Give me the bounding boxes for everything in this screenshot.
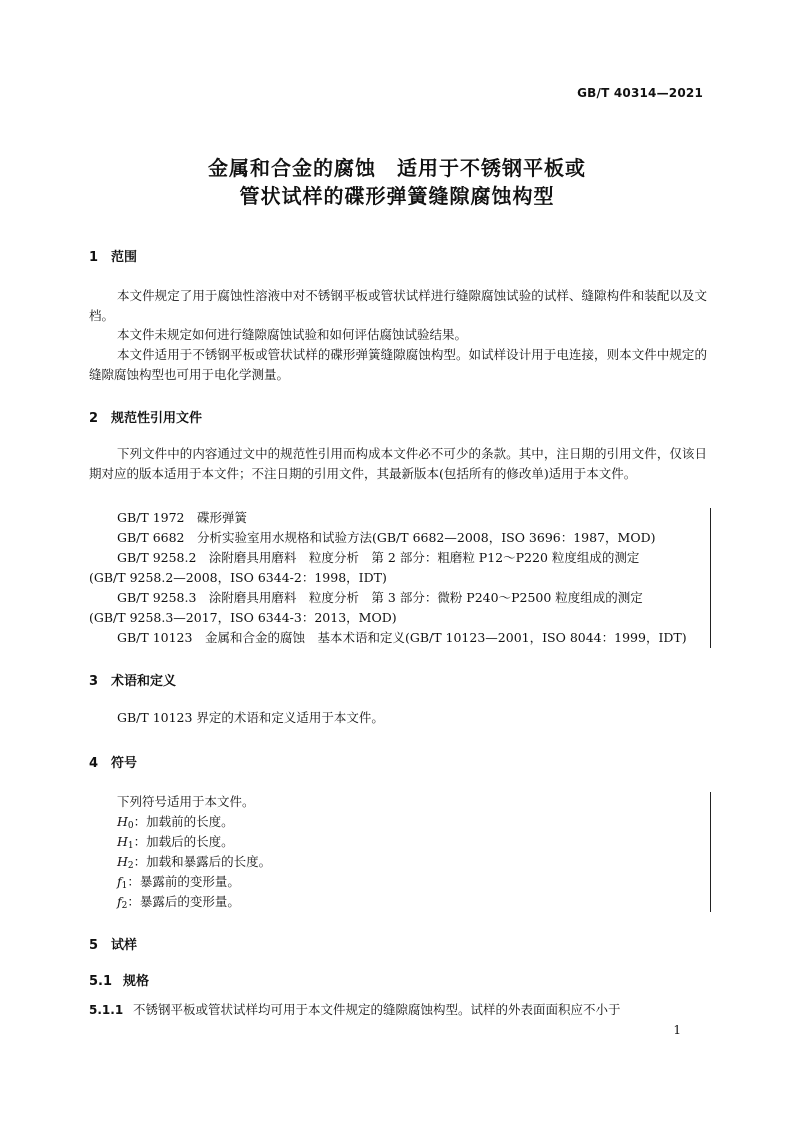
section-4-heading: [89, 752, 137, 771]
symbols-intro: 下列符号适用于本文件。: [117, 794, 255, 809]
section-1-paragraph-1: 本文件规定了用于腐蚀性溶液中对不锈钢平板或管状试样进行缝隙腐蚀试验的试样、缝隙构件和装配以及文档。: [89, 288, 707, 323]
reference-gbt-1972: GB/T 1972 碟形弹簧: [117, 510, 248, 525]
symbol-f1: $f_1$：暴露前的变形量。: [117, 874, 240, 891]
section-2-intro: 下列文件中的内容通过文中的规范性引用而构成本文件必不可少的条款。其中，注日期的引用文件，仅该日期对应的版本适用于本文件；不注日期的引用文件，其最新版本(包括所有的修改单)适用于本文件。: [89, 446, 707, 481]
symbol-f2: $f_2$：暴露后的变形量。: [117, 894, 240, 911]
section-number: 4: [89, 756, 99, 771]
section-title: 范围: [111, 250, 138, 265]
subsection-title: 规格: [123, 974, 150, 989]
symbol-h0: $H_0$：加载前的长度。: [117, 814, 234, 831]
symbol-h2: $H_2$：加载和暴露后的长度。: [117, 854, 272, 871]
section-title: 术语和定义: [111, 674, 177, 689]
change-bar: [710, 508, 711, 648]
reference-gbt-9258-3: GB/T 9258.3 涂附磨具用磨料 粒度分析 第 3 部分：微粉 P240～P2500 粒度组成的测定: [117, 590, 643, 605]
page-number: 1: [673, 1023, 681, 1037]
reference-gbt-6682: GB/T 6682 分析实验室用水规格和试验方法(GB/T 6682—2008，ISO 3696：1987，MOD): [117, 530, 656, 545]
change-bar: [710, 792, 711, 912]
reference-gbt-10123: GB/T 10123 金属和合金的腐蚀 基本术语和定义(GB/T 10123—2001，ISO 8044：1999，IDT): [117, 630, 687, 645]
section-3-heading: [89, 670, 176, 689]
section-5-heading: [89, 934, 137, 953]
section-number: 3: [89, 674, 99, 689]
section-1-paragraph-2: 本文件未规定如何进行缝隙腐蚀试验和如何评估腐蚀试验结果。: [117, 327, 468, 342]
section-number: 5: [89, 938, 99, 953]
section-title: 符号: [111, 756, 138, 771]
document-title-line-2: 管状试样的碟形弹簧缝隙腐蚀构型: [239, 184, 555, 208]
subsection-number: 5.1: [89, 974, 113, 989]
standard-code: GB/T 40314—2021: [577, 86, 703, 100]
clause-text: 不锈钢平板或管状试样均可用于本文件规定的缝隙腐蚀构型。试样的外表面面积应不小于: [133, 1002, 621, 1017]
symbol-h1: $H_1$：加载后的长度。: [117, 834, 234, 851]
section-title: 试样: [111, 938, 138, 953]
section-title: 规范性引用文件: [111, 411, 203, 426]
clause-5-1-1: [89, 1000, 621, 1020]
reference-gbt-9258-2-continued: (GB/T 9258.2—2008，ISO 6344-2：1998，IDT): [89, 570, 387, 585]
section-3-paragraph: GB/T 10123 界定的术语和定义适用于本文件。: [117, 710, 384, 725]
section-1-heading: [89, 246, 137, 265]
section-1-paragraph-3: 本文件适用于不锈钢平板或管状试样的碟形弹簧缝隙腐蚀构型。如试样设计用于电连接，则本文件中规定的缝隙腐蚀构型也可用于电化学测量。: [89, 347, 707, 382]
reference-gbt-9258-2: GB/T 9258.2 涂附磨具用磨料 粒度分析 第 2 部分：粗磨粒 P12～P220 粒度组成的测定: [117, 550, 640, 565]
document-title-line-1: 金属和合金的腐蚀 适用于不锈钢平板或: [208, 156, 586, 180]
section-number: 1: [89, 250, 99, 265]
section-2-heading: [89, 407, 202, 426]
reference-gbt-9258-3-continued: (GB/T 9258.3—2017，ISO 6344-3：2013，MOD): [89, 610, 397, 625]
clause-number: 5.1.1: [89, 1003, 124, 1017]
section-number: 2: [89, 411, 99, 426]
subsection-5-1-heading: [89, 970, 149, 989]
